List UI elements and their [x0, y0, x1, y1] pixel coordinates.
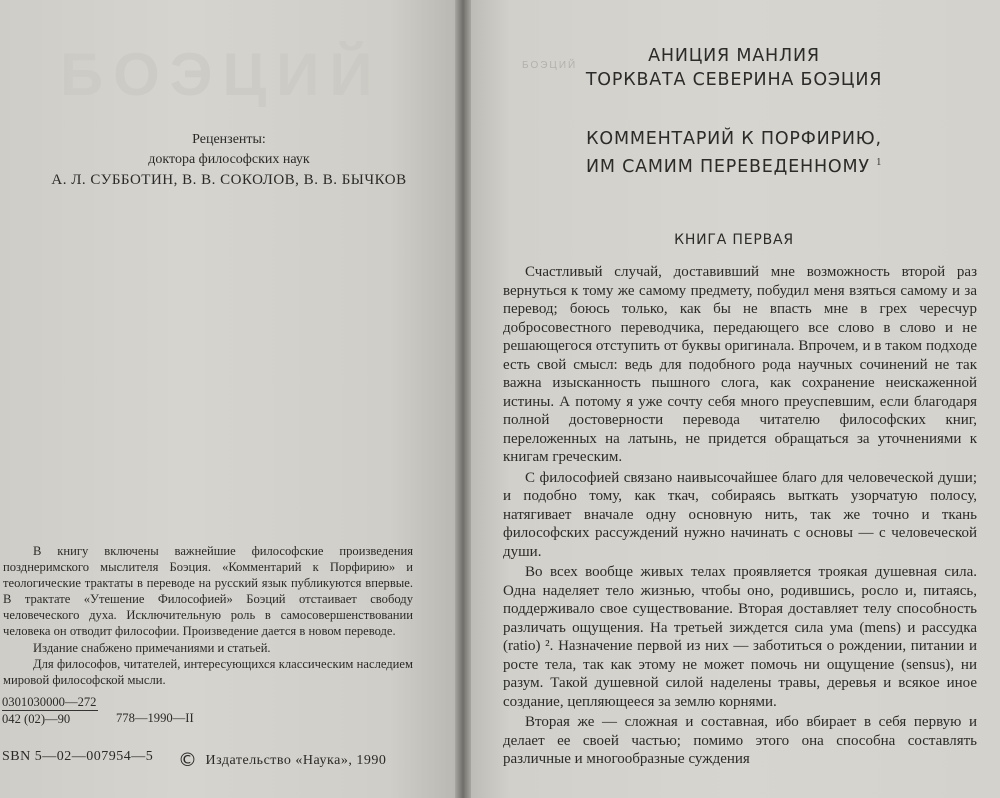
reviewers-label: Рецензенты:: [192, 132, 266, 147]
catalog-codes: [2, 694, 194, 727]
catalog-code-side: 778—1990—II: [116, 711, 194, 725]
work-title-line: ИМ САМИМ ПЕРЕВЕДЕННОМУ: [585, 156, 870, 177]
annotation-paragraph: В книгу включены важнейшие философские произведения позднеримского мыслителя Боэция. «Комментарий к Порфирию» и теологические трактаты в переводе на русский язык публикуются впервые. В трактате «Утешение Философией» Боэций отстаивает свободу человеческого духа. Исключительную роль в самосовершенствовании человека он отводит философии. Произведение дается в новом переводе.: [3, 544, 413, 639]
body-paragraph: Вторая же — сложная и составная, ибо вбирает в себя первую и делает ее своей частью; помимо этого она способна составлять различные и многообразные суждения: [503, 714, 977, 767]
annotation-paragraph: Для философов, читателей, интересующихся классическим наследием мировой философской мысли.: [3, 656, 413, 687]
work-title-line: КОММЕНТАРИЙ К ПОРФИРИЮ,: [586, 129, 882, 149]
isbn: SBN 5—02—007954—5: [2, 749, 154, 764]
annotation-block: [3, 543, 413, 688]
body-text: [503, 263, 977, 771]
body-paragraph: С философией связано наивысочайшее благо для человеческой души; и подобно тому, как ткач, собираясь выткать узорчатую полосу, натягивает вначале одну основную нить, так же точно и ткань философских рассуждений нужно начинать с основы — с человеческой души.: [503, 469, 977, 560]
copyright-icon: ©: [178, 749, 198, 771]
book-gutter: [455, 0, 471, 798]
catalog-code-bottom: 042 (02)—90: [2, 712, 71, 726]
body-paragraph: Счастливый случай, доставивший мне возможность второй раз вернуться к тому же самому предмету, побудил меня взяться самому и за перевод; боюсь только, как бы не впасть мне в грех чересчур добросовестного переводчика, передающего все слово в слово и не решающегося отступить от буквы оригинала. Впрочем, и в таком подходе есть свой смысл: ведь для подобного рода научных сочинений не так важна изысканность пышного слога, как сохранение неискаженной истины. А потому я уже сочту себя много преуспевшим, если благодаря полной достоверности перевода читателю философских книг, переложенных на латынь, не придется обращаться за уточнениями к книгам греческим.: [503, 264, 977, 465]
show-through-edge: БОЭЦИЙ: [522, 60, 578, 71]
reviewers-degree: доктора философских наук: [148, 152, 310, 167]
book-heading: КНИГА ПЕРВАЯ: [674, 232, 794, 248]
footnote-marker: 1: [876, 157, 883, 168]
author-line: ТОРКВАТА СЕВЕРИНА БОЭЦИЯ: [585, 70, 883, 90]
catalog-code-top: 0301030000—272: [2, 695, 97, 709]
body-paragraph: Во всех вообще живых телах проявляется троякая душевная сила. Одна наделяет тело жизнью, чтобы оно, родившись, росло и, питаясь, поддерживало свое существование. Вторая доставляет телу способность различать ощущения. На третьей зиждется сила ума (mens) и рассудка (ratio) ². Назначение первой из них — заботиться о рождении, питании и росте тела, так как этому не может помочь ни ощущение (sensus), ни разум. Такой душевной силой наделены травы, деревья и всякое иное создание, цепляющееся за землю корнями.: [503, 564, 977, 710]
author-line: АНИЦИЯ МАНЛИЯ: [648, 46, 820, 66]
author-heading: [468, 44, 1000, 92]
reviewers-names: А. Л. СУББОТИН, В. В. СОКОЛОВ, В. В. БЫЧКОВ: [51, 172, 407, 188]
reviewers-block: [0, 130, 458, 190]
publisher-text: Издательство «Наука», 1990: [205, 753, 387, 768]
work-title: [468, 127, 1000, 179]
annotation-paragraph: Издание снабжено примечаниями и статьей.: [33, 640, 271, 655]
show-through-title: БОЭЦИЙ: [60, 41, 383, 108]
publisher-line: [178, 749, 386, 771]
